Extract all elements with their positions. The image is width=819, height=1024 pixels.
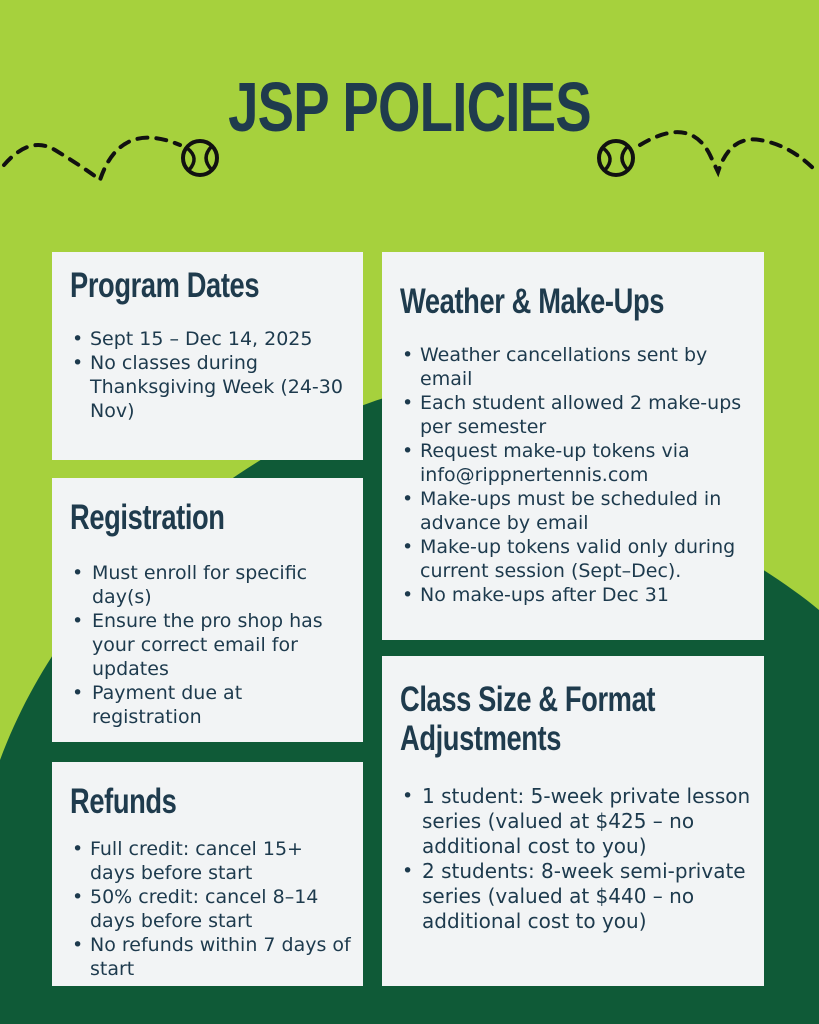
bouncing-tennis-ball-left-icon bbox=[0, 110, 230, 190]
list-item: • No classes during Thanksgiving Week (24-30 Nov) bbox=[70, 351, 353, 423]
list-item: • No make-ups after Dec 31 bbox=[400, 583, 754, 607]
registration-heading: Registration bbox=[70, 498, 225, 537]
program-dates-heading: Program Dates bbox=[70, 266, 260, 305]
list-item: • No refunds within 7 days of start bbox=[70, 933, 353, 981]
list-item: • Payment due at registration bbox=[70, 681, 353, 729]
list-item: • Full credit: cancel 15+ days before start bbox=[70, 837, 353, 885]
weather-heading: Weather & Make-Ups bbox=[400, 282, 665, 321]
weather-list bbox=[400, 343, 754, 607]
weather-makeups-card bbox=[382, 252, 764, 640]
program-dates-list bbox=[70, 327, 353, 423]
list-item: • 50% credit: cancel 8–14 days before start bbox=[70, 885, 353, 933]
refunds-card bbox=[52, 762, 363, 986]
class-size-list bbox=[400, 784, 754, 934]
list-item: • Make-up tokens valid only during current session (Sept–Dec). bbox=[400, 535, 754, 583]
registration-list bbox=[70, 561, 353, 729]
bouncing-tennis-ball-right-icon bbox=[590, 110, 819, 190]
page-title: JSP POLICIES bbox=[228, 68, 591, 146]
list-item: • 1 student: 5-week private lesson series (valued at $425 – no additional cost to you) bbox=[400, 784, 754, 859]
list-item: • Must enroll for specific day(s) bbox=[70, 561, 353, 609]
list-item: • Request make-up tokens via info@rippnertennis.com bbox=[400, 439, 754, 487]
list-item: • Sept 15 – Dec 14, 2025 bbox=[70, 327, 353, 351]
program-dates-card bbox=[52, 252, 363, 460]
list-item: • Make-ups must be scheduled in advance by email bbox=[400, 487, 754, 535]
list-item: • Ensure the pro shop has your correct email for updates bbox=[70, 609, 353, 681]
refunds-list bbox=[70, 837, 353, 981]
class-size-heading: Class Size & Format Adjustments bbox=[400, 680, 656, 759]
list-item: • 2 students: 8-week semi-private series (valued at $440 – no additional cost to you) bbox=[400, 859, 754, 934]
list-item: • Weather cancellations sent by email bbox=[400, 343, 754, 391]
registration-card bbox=[52, 478, 363, 742]
refunds-heading: Refunds bbox=[70, 782, 177, 821]
list-item: • Each student allowed 2 make-ups per semester bbox=[400, 391, 754, 439]
class-size-card bbox=[382, 656, 764, 986]
